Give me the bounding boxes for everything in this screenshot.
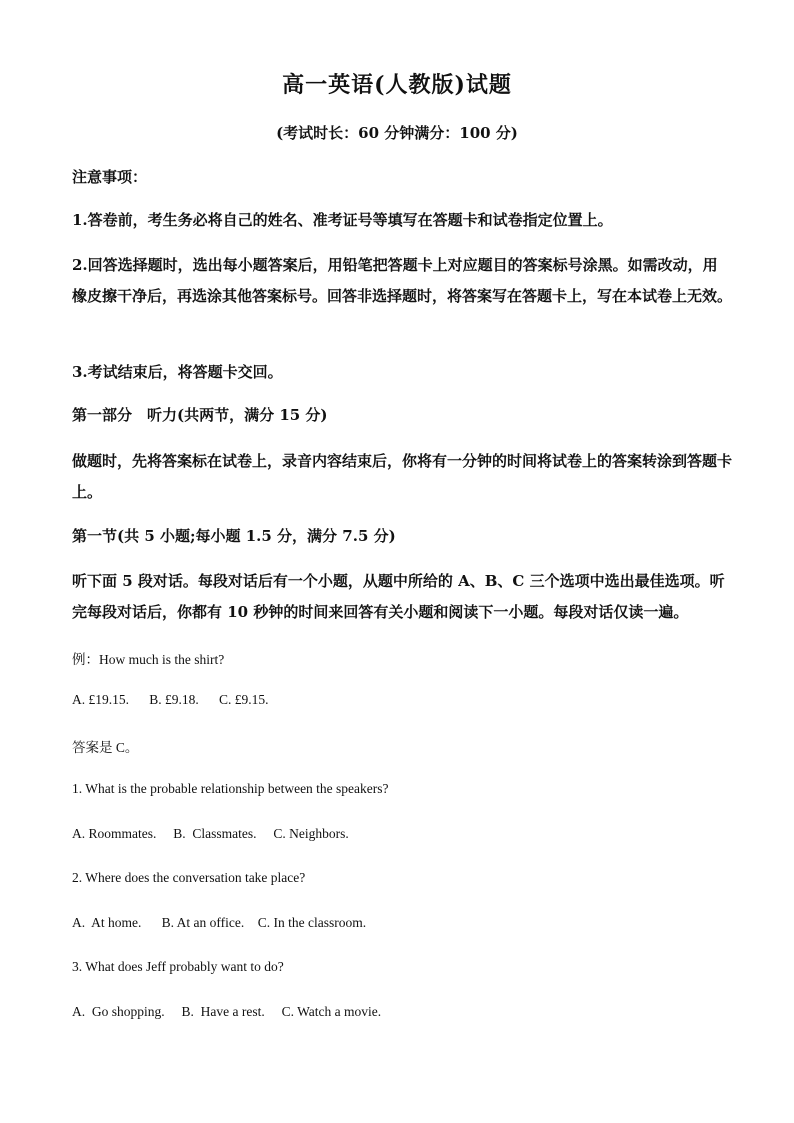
question-2-options: A. At home. B. At an office. C. In the classroom. xyxy=(72,915,367,930)
question-1-stem: 1. What is the probable relationship between the speakers? xyxy=(72,781,389,796)
section1-instruction: 听下面 5 段对话。每段对话后有一个小题，从题中所给的 A、B、C 三个选项中选出最佳选项。听完每段对话后，你都有 10 秒钟的时间来回答有关小题和阅读下一小题。每段对话仅读一遍。 xyxy=(72,572,725,621)
notes-heading: 注意事项： xyxy=(72,168,148,186)
section1-heading: 第一节(共 5 小题;每小题 1.5 分，满分 7.5 分) xyxy=(72,527,396,545)
example-answer: 答案是 C。 xyxy=(72,740,139,755)
question-1-options: A. Roommates. B. Classmates. C. Neighbors. xyxy=(72,826,349,841)
part1-heading: 第一部分 听力(共两节，满分 15 分) xyxy=(72,406,328,424)
note-2: 2.回答选择题时，选出每小题答案后，用铅笔把答题卡上对应题目的答案标号涂黑。如需改动，用橡皮擦干净后，再选涂其他答案标号。回答非选择题时，将答案写在答题卡上，写在本试卷上无效。 xyxy=(72,256,733,305)
part1-instruction: 做题时，先将答案标在试卷上，录音内容结束后，你将有一分钟的时间将试卷上的答案转涂到答题卡上。 xyxy=(72,452,733,501)
question-2-stem: 2. Where does the conversation take place? xyxy=(72,870,306,885)
question-3-stem: 3. What does Jeff probably want to do? xyxy=(72,959,284,974)
page-title: 高一英语(人教版)试题 xyxy=(282,72,512,98)
exam-duration-subtitle: (考试时长：60 分钟满分：100 分) xyxy=(276,124,518,142)
note-1: 1.答卷前，考生务必将自己的姓名、准考证号等填写在答题卡和试卷指定位置上。 xyxy=(72,211,613,229)
example-options: A. £19.15. B. £9.18. C. £9.15. xyxy=(72,692,269,707)
note-3: 3.考试结束后，将答题卡交回。 xyxy=(72,363,283,381)
example-question: 例：How much is the shirt? xyxy=(72,652,225,667)
question-3-options: A. Go shopping. B. Have a rest. C. Watch a movie. xyxy=(72,1004,382,1019)
